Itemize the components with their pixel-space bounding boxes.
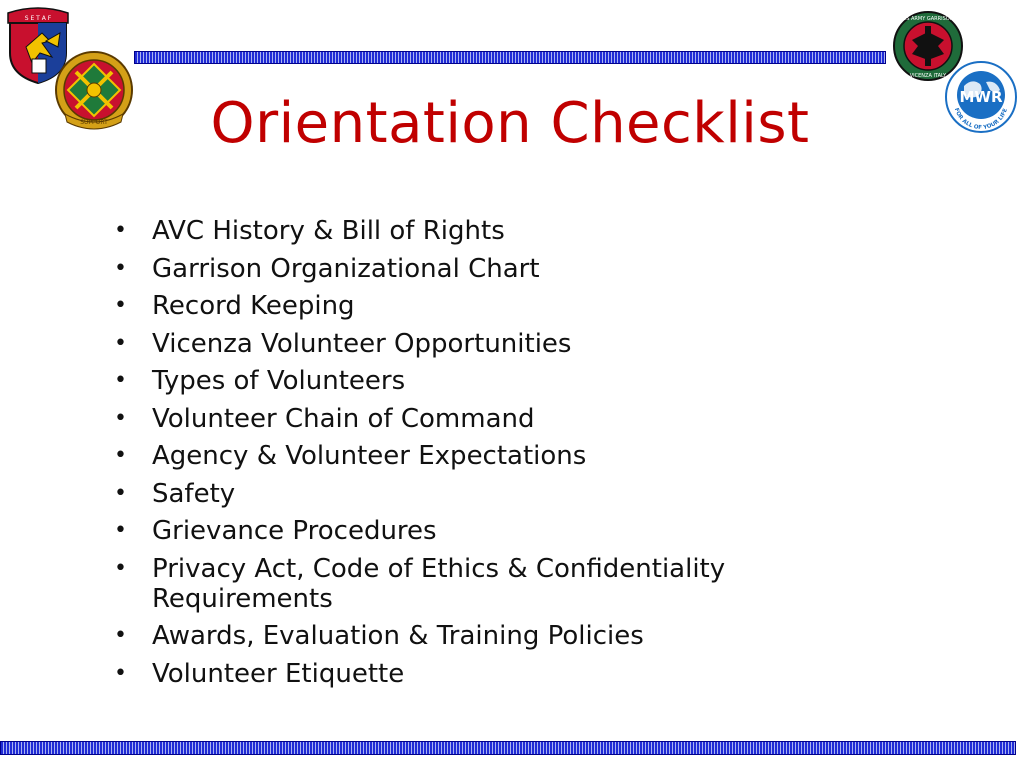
svg-text:VICENZA ITALY: VICENZA ITALY: [909, 73, 947, 79]
bullet-icon: •: [114, 443, 127, 468]
bullet-icon: •: [114, 405, 127, 431]
bottom-decorative-bar: [0, 741, 1016, 755]
checklist-item-label: AVC History & Bill of Rights: [152, 216, 505, 246]
top-decorative-bar: [134, 51, 886, 64]
checklist-item: [113, 516, 873, 546]
checklist-item: [113, 479, 873, 509]
checklist-item: [113, 621, 873, 651]
bullet-icon: •: [114, 330, 127, 356]
bullet-icon: •: [114, 518, 127, 543]
checklist-item-label: Record Keeping: [152, 291, 355, 321]
support-emblem-logo: [51, 50, 137, 132]
checklist-item: [113, 659, 873, 689]
checklist-item-label: Vicenza Volunteer Opportunities: [152, 328, 572, 359]
checklist-item-label: Types of Volunteers: [152, 366, 406, 396]
bullet-icon: •: [114, 623, 127, 648]
bullet-icon: •: [114, 368, 127, 393]
checklist-item-label: Grievance Procedures: [152, 516, 437, 546]
checklist-item: [113, 366, 873, 396]
checklist-item-label: Agency & Volunteer Expectations: [152, 441, 587, 471]
checklist-item-label: Awards, Evaluation & Training Policies: [152, 621, 644, 651]
bullet-icon: •: [114, 218, 127, 243]
bullet-icon: •: [114, 555, 127, 581]
bullet-icon: •: [114, 293, 127, 318]
mwr-logo: [944, 60, 1018, 134]
bullet-icon: •: [114, 480, 127, 506]
bullet-icon: •: [114, 660, 127, 686]
checklist-item-label: Volunteer Chain of Command: [152, 403, 535, 434]
checklist-item: [113, 554, 873, 614]
checklist-item: [113, 404, 873, 434]
checklist-item: [113, 254, 873, 284]
slide-title: Orientation Checklist: [210, 91, 810, 156]
checklist-item: [113, 291, 873, 321]
bullet-icon: •: [114, 255, 127, 281]
checklist-item: [113, 329, 873, 359]
support-emblem-text: SUPPORT: [80, 119, 108, 126]
checklist-item-label: Safety: [152, 478, 236, 509]
mwr-logo-text: MWR: [959, 88, 1003, 106]
setaf-crest-text: S E T A F: [24, 15, 52, 22]
checklist-item-label: Garrison Organizational Chart: [152, 253, 540, 284]
svg-text:FOR ALL OF YOUR LIFE: FOR ALL OF YOUR LIFE: [952, 107, 1009, 132]
svg-text:US ARMY GARRISON: US ARMY GARRISON: [902, 16, 954, 22]
checklist-item: [113, 441, 873, 471]
orientation-checklist: [113, 216, 873, 696]
checklist-item-label: Privacy Act, Code of Ethics & Confidentiality Requirements: [152, 553, 726, 614]
checklist-item: [113, 216, 873, 246]
checklist-item-label: Volunteer Etiquette: [152, 658, 405, 689]
